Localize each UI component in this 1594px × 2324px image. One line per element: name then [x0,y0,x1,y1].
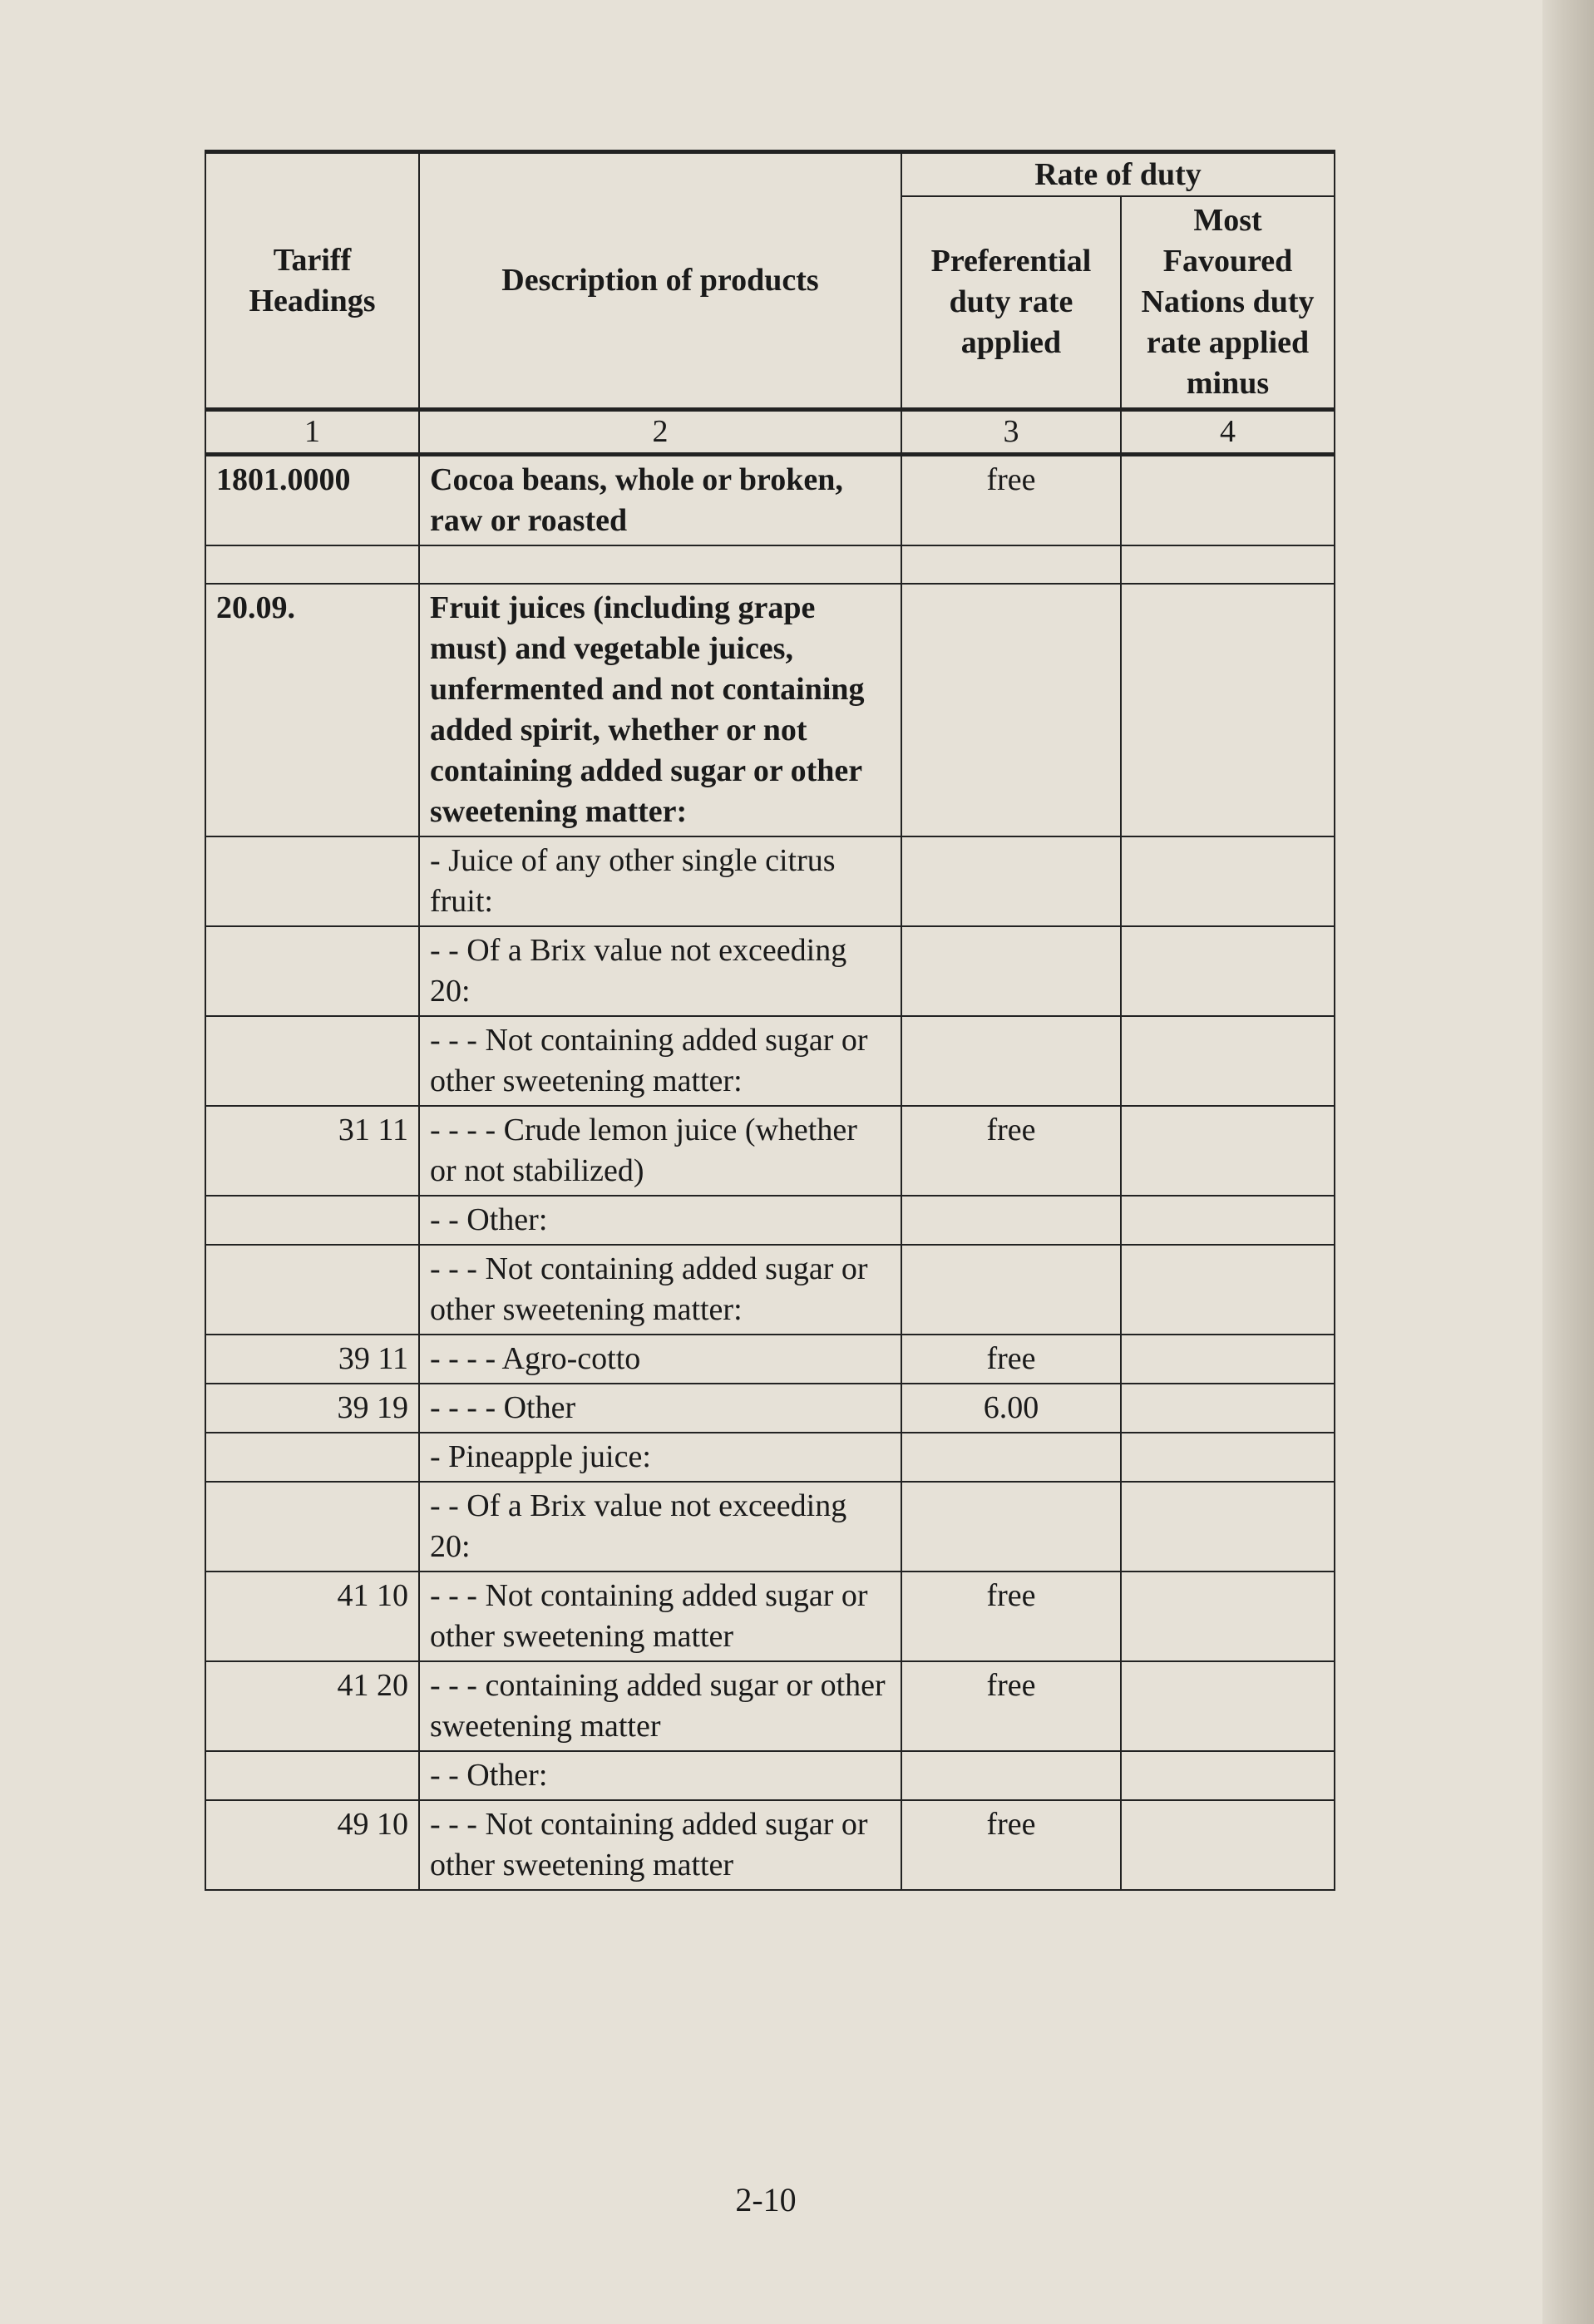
preferential-rate-cell [901,1016,1121,1106]
tariff-heading-cell: 1801.0000 [205,455,419,546]
preferential-rate-cell: free [901,1661,1121,1751]
preferential-rate-cell [901,926,1121,1016]
description-cell: - - Other: [419,1196,901,1245]
mfn-rate-cell [1121,1196,1335,1245]
mfn-rate-cell [1121,1572,1335,1661]
description-cell: - - Of a Brix value not exceeding 20: [419,926,901,1016]
mfn-rate-cell [1121,1384,1335,1433]
preferential-rate-cell [901,836,1121,926]
table-row [205,545,1335,584]
table-row [205,1245,1335,1335]
table-row [205,1335,1335,1384]
table-row [205,1751,1335,1800]
header-rate-of-duty: Rate of duty [901,152,1335,197]
column-number: 4 [1121,410,1335,455]
description-cell: - - - containing added sugar or other sweetening matter [419,1661,901,1751]
preferential-rate-cell [901,1482,1121,1572]
table-row [205,926,1335,1016]
description-cell: - - - Not containing added sugar or other sweetening matter: [419,1245,901,1335]
description-cell: - - Other: [419,1751,901,1800]
table-row [205,584,1335,836]
tariff-table [205,150,1335,1891]
table-row [205,1106,1335,1196]
preferential-rate-cell [901,1433,1121,1482]
tariff-heading-cell [205,545,419,584]
column-number: 3 [901,410,1121,455]
table-row [205,455,1335,546]
description-cell: - - - Not containing added sugar or other sweetening matter [419,1800,901,1890]
table-row [205,1433,1335,1482]
tariff-heading-cell [205,836,419,926]
page-edge-shadow [1542,0,1594,2324]
description-cell: - - - - Agro-cotto [419,1335,901,1384]
description-cell: - - - - Other [419,1384,901,1433]
description-cell: - - - - Crude lemon juice (whether or not stabilized) [419,1106,901,1196]
table-row [205,1800,1335,1890]
description-cell: - - - Not containing added sugar or other sweetening matter: [419,1016,901,1106]
preferential-rate-cell: free [901,1800,1121,1890]
preferential-rate-cell: free [901,1572,1121,1661]
preferential-rate-cell: free [901,1106,1121,1196]
mfn-rate-cell [1121,836,1335,926]
table-row [205,1572,1335,1661]
table-row [205,1196,1335,1245]
preferential-rate-cell [901,1196,1121,1245]
mfn-rate-cell [1121,455,1335,546]
mfn-rate-cell [1121,584,1335,836]
description-cell: - Juice of any other single citrus fruit: [419,836,901,926]
description-cell: - - - Not containing added sugar or other sweetening matter [419,1572,901,1661]
table-row [205,1661,1335,1751]
description-cell: Fruit juices (including grape must) and vegetable juices, unfermented and not containing added spirit, whether or not containing added sugar or other sweetening matter: [419,584,901,836]
tariff-heading-cell: 41 20 [205,1661,419,1751]
mfn-rate-cell [1121,1751,1335,1800]
mfn-rate-cell [1121,926,1335,1016]
table-row [205,1016,1335,1106]
tariff-heading-cell: 39 11 [205,1335,419,1384]
tariff-heading-cell: 39 19 [205,1384,419,1433]
description-cell: - Pineapple juice: [419,1433,901,1482]
table-row [205,1384,1335,1433]
mfn-rate-cell [1121,1016,1335,1106]
mfn-rate-cell [1121,1661,1335,1751]
preferential-rate-cell [901,584,1121,836]
tariff-heading-cell [205,1751,419,1800]
column-number: 2 [419,410,901,455]
table-row [205,1482,1335,1572]
description-cell: - - Of a Brix value not exceeding 20: [419,1482,901,1572]
column-number: 1 [205,410,419,455]
preferential-rate-cell [901,545,1121,584]
tariff-heading-cell: 20.09. [205,584,419,836]
preferential-rate-cell: 6.00 [901,1384,1121,1433]
mfn-rate-cell [1121,1245,1335,1335]
preferential-rate-cell: free [901,1335,1121,1384]
tariff-heading-cell [205,1482,419,1572]
tariff-heading-cell [205,1196,419,1245]
tariff-heading-cell: 41 10 [205,1572,419,1661]
tariff-heading-cell [205,1433,419,1482]
description-cell: Cocoa beans, whole or broken, raw or roasted [419,455,901,546]
description-cell [419,545,901,584]
header-mfn: Most Favoured Nations duty rate applied minus [1121,196,1335,410]
preferential-rate-cell [901,1245,1121,1335]
tariff-heading-cell: 31 11 [205,1106,419,1196]
header-description: Description of products [419,152,901,410]
page-number: 2-10 [735,2181,797,2218]
header-preferential: Preferential duty rate applied [901,196,1121,410]
tariff-heading-cell [205,926,419,1016]
preferential-rate-cell [901,1751,1121,1800]
mfn-rate-cell [1121,1106,1335,1196]
mfn-rate-cell [1121,1433,1335,1482]
mfn-rate-cell [1121,545,1335,584]
tariff-heading-cell [205,1245,419,1335]
mfn-rate-cell [1121,1482,1335,1572]
preferential-rate-cell: free [901,455,1121,546]
mfn-rate-cell [1121,1800,1335,1890]
tariff-heading-cell: 49 10 [205,1800,419,1890]
table-row [205,836,1335,926]
mfn-rate-cell [1121,1335,1335,1384]
header-tariff-headings: Tariff Headings [205,152,419,410]
tariff-heading-cell [205,1016,419,1106]
